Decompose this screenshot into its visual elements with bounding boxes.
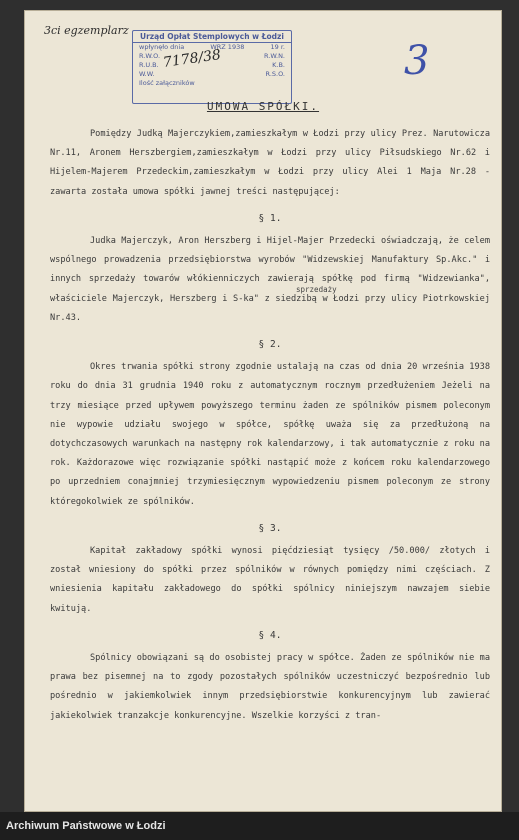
stamp-text: Ilość załączników (139, 79, 195, 87)
stamp-text: R.W.N. (263, 52, 285, 60)
stamp-row (133, 70, 291, 79)
page-number: 3 (404, 38, 430, 84)
stamp-text: R.W.O. (139, 52, 161, 60)
fee-stamp (132, 30, 292, 104)
stamp-text: R.S.O. (265, 70, 285, 78)
section-paragraph: Judka Majerczyk, Aron Herszberg i Hijel-Majer Przedecki oświadczają, że celem wspólnego prowadzenia przedsiębiorstwa wyrobów "Widzewskiej Manufaktury Sp.Akc." i innych sprzedaży towarów włókienniczych zawierają spółkę pod firmą "Widzewianka", właściciele Majerczyk, Herszberg i S-ka" z siedzibą w Łodzi przy ulicy Piotrkowskiej Nr.43. (50, 236, 490, 323)
archive-footer: Archiwum Państwowe w Łodzi (0, 812, 519, 840)
intro-paragraph: Pomiędzy Judką Majerczykiem,zamieszkałym w Łodzi przy ulicy Prez. Narutowicza Nr.11, Aronem Herszbergiem,zamieszkałym w Łodzi przy ulicy Piłsudskiego Nr.62 i Hijelem-Majerem Przedeckim,zamieszkałym w Łodzi przy ulicy Alei 1 Maja Nr.28 - zawarta została umowa spółki jawnej treści następującej: (50, 129, 490, 197)
section-heading: § 4. (258, 629, 282, 641)
stamp-text: W.W. (139, 70, 155, 78)
stamp-date: WRZ 1938 (210, 43, 245, 51)
stamp-text: K.B. (272, 61, 285, 69)
section-heading: § 2. (258, 339, 282, 351)
section-paragraph: Okres trwania spółki strony zgodnie ustalają na czas od dnia 20 września 1938 roku do dnia 31 grudnia 1940 roku z automatycznym rocznym przedłużeniem Jeżeli na trzy miesiące przed upływem powyższego terminu żaden ze spólników pismem poleconym nie wypowie udziału swojego w spółce, spółkę uważa się za przedłużoną na dotychczasowych warunkach na następny rok kalendarzowy, i tak automatycznie z roku na rok. Każdorazowe więc rozwiązanie spółki nastąpić może z końcem roku kalendarzowego po uprzedniem conajmniej trzymiesięcznym wypowiedzeniu pismem poleconym ze strony któregokolwiek ze spólników. (50, 362, 490, 507)
stamp-title: Urząd Opłat Stemplowych w Łodzi (133, 31, 291, 43)
document-page (24, 10, 502, 812)
section-paragraph: Spólnicy obowiązani są do osobistej pracy w spółce. Żaden ze spólników nie ma prawa bez pisemnej na to zgody pozostałych spólników uczestniczyć bezpośrednio lub pośrednio w jakiemkolwiek innym przedsiębiorstwie konkurencyjnym lub zawierać jakiekolwiek tranzakcje konkurencyjne. Wszelkie korzyści z tran- (50, 653, 490, 721)
inserted-word: sprzedaży (296, 285, 337, 294)
handwritten-note: 3ci egzemplarz (44, 24, 129, 37)
section-heading: § 1. (258, 212, 282, 224)
document-title-text: UMOWA SPÓŁKI. (206, 100, 320, 113)
stamp-row (133, 79, 291, 88)
stamp-text: wpłynęło dnia (139, 43, 185, 51)
stamp-text: 19 r. (270, 43, 285, 51)
section-paragraph: Kapitał zakładowy spółki wynosi pięćdziesiąt tysięcy /50.000/ złotych i został wniesiony do spółki przez spólników w równych pomiędzy nimi częściach. Z wniesienia kapitału zakładowego do spółki spólnicy niniejszym nawzajem siebie kwitują. (50, 546, 490, 614)
stamp-handwritten-number: 7178/38 (162, 47, 222, 71)
section-heading: § 3. (258, 522, 282, 534)
stamp-text: R.U.B. (139, 61, 159, 69)
document-body (50, 125, 490, 733)
document-title (24, 100, 502, 113)
